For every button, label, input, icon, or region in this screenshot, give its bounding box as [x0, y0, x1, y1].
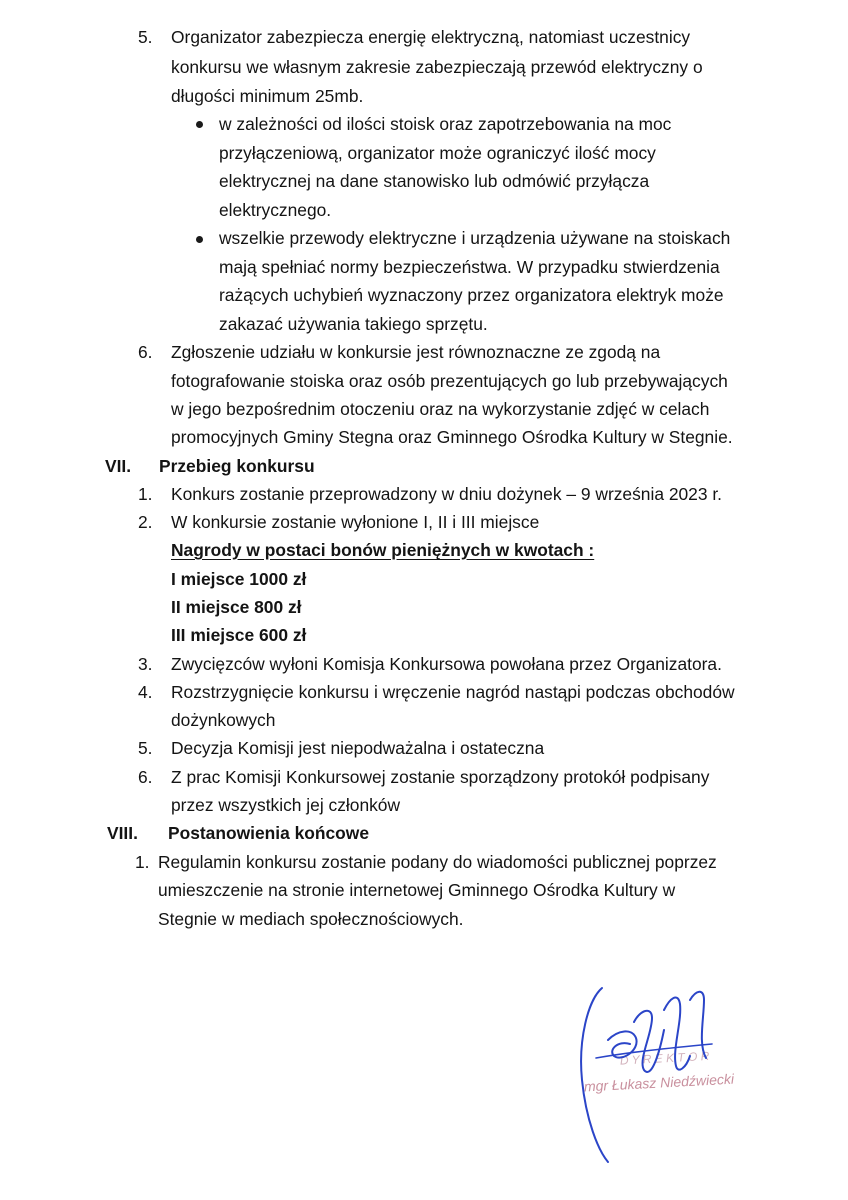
prize-line: I miejsce 1000 zł	[171, 569, 307, 589]
list-number: 6.	[138, 342, 153, 362]
bullet-line: w zależności od ilości stoisk oraz zapotrzebowania na moc	[219, 114, 672, 134]
list-item: przez wszystkich jej członków	[171, 795, 401, 815]
list-item: W konkursie zostanie wyłonione I, II i III miejsce	[171, 512, 540, 532]
list-number: 1.	[138, 484, 153, 504]
list-number: 3.	[138, 654, 153, 674]
list-number: 2.	[138, 512, 153, 532]
list-number: 5.	[138, 738, 153, 758]
bullet-line: elektrycznego.	[219, 200, 332, 220]
paragraph-line: Organizator zabezpiecza energię elektryczną, natomiast uczestnicy	[171, 27, 691, 47]
bullet-icon	[196, 121, 203, 128]
list-item: Z prac Komisji Konkursowej zostanie sporządzony protokół podpisany	[171, 767, 710, 787]
list-item: Zwycięzców wyłoni Komisja Konkursowa powołana przez Organizatora.	[171, 654, 722, 674]
paragraph-line: długości minimum 25mb.	[171, 86, 364, 106]
list-item: Konkurs zostanie przeprowadzony w dniu dożynek – 9 września 2023 r.	[171, 484, 723, 504]
list-item: Regulamin konkursu zostanie podany do wiadomości publicznej poprzez	[158, 852, 717, 872]
section-numeral: VIII.	[107, 823, 138, 843]
paragraph-line: Zgłoszenie udziału w konkursie jest równoznaczne ze zgodą na	[171, 342, 661, 362]
list-number: 6.	[138, 767, 153, 787]
list-number: 5.	[138, 27, 153, 47]
section-title: Przebieg konkursu	[159, 456, 315, 476]
list-number: 4.	[138, 682, 153, 702]
signature-stamp-faded: D Y R E K T O R	[619, 1048, 710, 1068]
section-numeral: VII.	[105, 456, 132, 476]
bullet-icon	[196, 236, 203, 243]
bullet-line: zakazać używania takiego sprzętu.	[219, 314, 488, 334]
prizes-heading: Nagrody w postaci bonów pieniężnych w kwotach :	[171, 540, 595, 560]
bullet-line: rażących uchybień wyznaczony przez organizatora elektryk może	[219, 285, 724, 305]
bullet-line: przyłączeniową, organizator może ograniczyć ilość mocy	[219, 143, 656, 163]
list-item: dożynkowych	[171, 710, 276, 730]
list-number: 1.	[135, 852, 150, 872]
bullet-line: mają spełniać normy bezpieczeństwa. W przypadku stwierdzenia	[219, 257, 720, 277]
signature-icon	[560, 970, 780, 1170]
bullet-line: wszelkie przewody elektryczne i urządzenia używane na stoiskach	[219, 228, 731, 248]
signature-stamp-text: mgr Łukasz Niedźwiecki	[583, 1070, 735, 1095]
prize-line: III miejsce 600 zł	[171, 625, 307, 645]
paragraph-line: promocyjnych Gminy Stegna oraz Gminnego Ośrodka Kultury w Stegnie.	[171, 427, 733, 447]
list-item: Rozstrzygnięcie konkursu i wręczenie nagród nastąpi podczas obchodów	[171, 682, 735, 702]
list-item: Stegnie w mediach społecznościowych.	[158, 909, 464, 929]
list-item: Decyzja Komisji jest niepodważalna i ostateczna	[171, 738, 545, 758]
paragraph-line: w jego bezpośrednim otoczeniu oraz na wykorzystanie zdjęć w celach	[171, 399, 710, 419]
paragraph-line: fotografowanie stoiska oraz osób prezentujących go lub przebywających	[171, 371, 728, 391]
list-item: umieszczenie na stronie internetowej Gminnego Ośrodka Kultury w	[158, 880, 676, 900]
paragraph-line: konkursu we własnym zakresie zabezpieczają przewód elektryczny o	[171, 57, 703, 77]
section-title: Postanowienia końcowe	[168, 823, 370, 843]
bullet-line: elektrycznej na dane stanowisko lub odmówić przyłącza	[219, 171, 650, 191]
prize-line: II miejsce 800 zł	[171, 597, 302, 617]
